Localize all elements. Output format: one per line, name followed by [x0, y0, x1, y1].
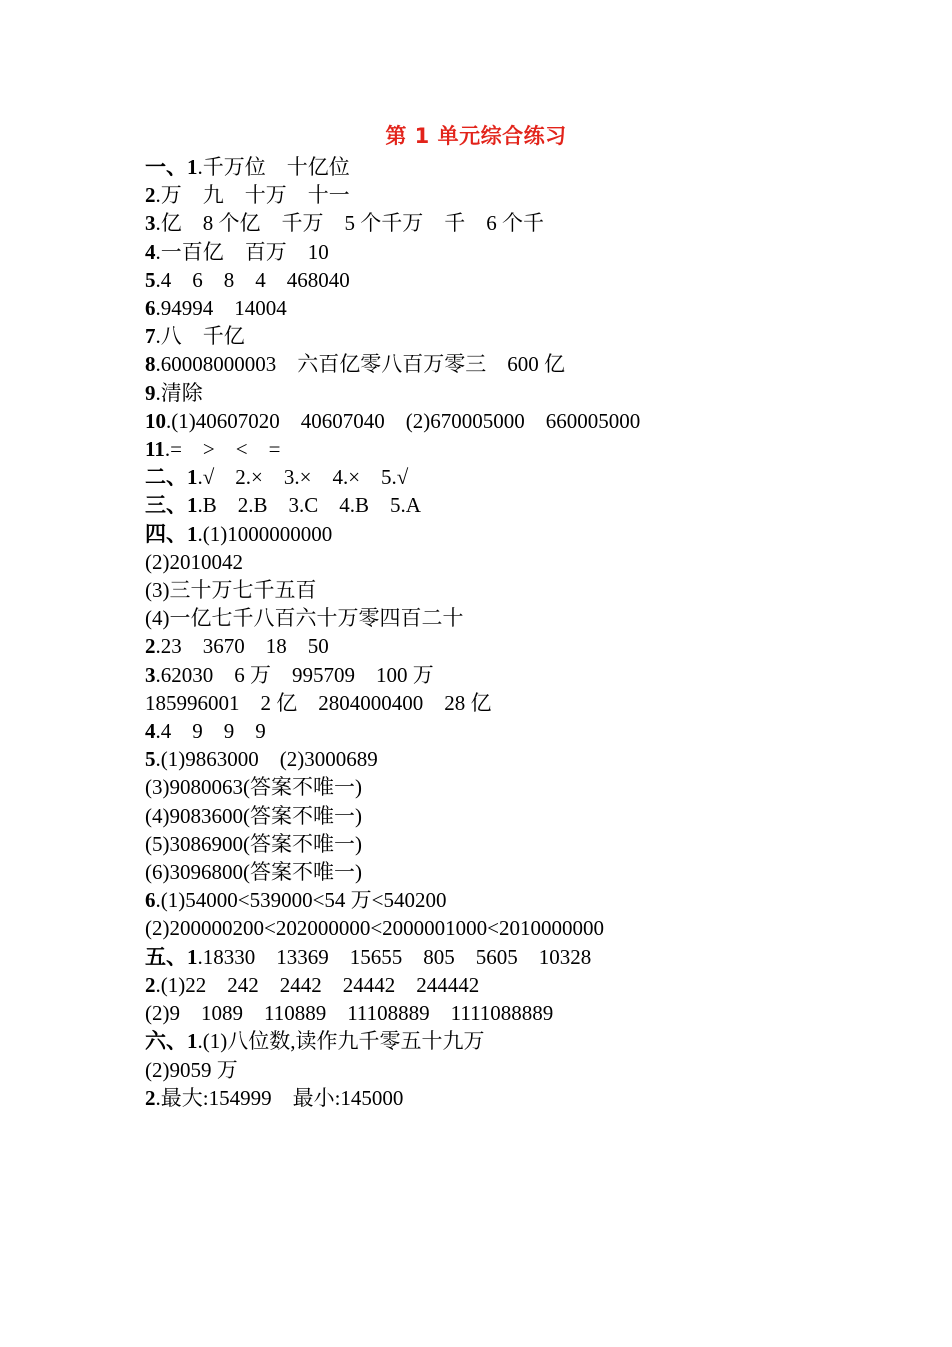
answer-line — [145, 717, 845, 745]
answer-text: .清除 — [155, 380, 203, 405]
answer-line — [145, 802, 845, 830]
answer-line — [145, 407, 845, 435]
question-number: 5 — [145, 747, 156, 772]
question-number: 二、1 — [145, 465, 198, 490]
answer-line — [145, 520, 845, 548]
answer-text: .23 3670 18 50 — [155, 634, 329, 659]
answer-text: (2)9 1089 110889 11108889 1111088889 — [145, 1001, 554, 1026]
question-number: 5 — [145, 267, 156, 292]
question-number: 11 — [145, 437, 165, 462]
answer-text: .(1)54000<539000<54 万<540200 — [155, 888, 447, 913]
question-number: 8 — [145, 352, 156, 377]
answer-text: (6)3096800(答案不唯一) — [145, 860, 362, 885]
question-number: 2 — [145, 634, 156, 659]
question-number: 7 — [145, 324, 156, 349]
answer-text: (2)9059 万 — [145, 1057, 238, 1082]
answer-line — [145, 379, 845, 407]
answer-line — [145, 689, 845, 717]
answer-line — [145, 830, 845, 858]
question-number: 6 — [145, 296, 156, 321]
answer-text: .(1)40607020 40607040 (2)670005000 660005000 — [166, 408, 641, 433]
answer-text: .B 2.B 3.C 4.B 5.A — [197, 493, 421, 518]
answer-text: 185996001 2 亿 2804000400 28 亿 — [145, 690, 492, 715]
question-number: 6 — [145, 888, 156, 913]
answer-text: .4 9 9 9 — [155, 719, 266, 744]
answer-text: .最大:154999 最小:145000 — [155, 1085, 404, 1110]
answer-text: .亿 8 个亿 千万 5 个千万 千 6 个千 — [155, 211, 544, 236]
question-number: 一、1 — [145, 155, 198, 179]
answer-line — [145, 1084, 845, 1112]
answer-text: .60008000003 六百亿零八百万零三 600 亿 — [155, 352, 565, 377]
answer-text: .√ 2.× 3.× 4.× 5.√ — [197, 465, 409, 490]
answer-text: .(1)9863000 (2)3000689 — [155, 747, 378, 772]
answer-text: .4 6 8 4 468040 — [155, 267, 350, 292]
answer-line — [145, 745, 845, 773]
answer-line — [145, 463, 845, 491]
question-number: 2 — [145, 972, 156, 997]
question-number: 3 — [145, 662, 156, 687]
answer-text: (5)3086900(答案不唯一) — [145, 831, 362, 856]
answer-line — [145, 914, 845, 942]
answer-line — [145, 548, 845, 576]
answer-text: (3)三十万七千五百 — [145, 578, 317, 603]
question-number: 六、1 — [145, 1029, 198, 1054]
answer-text: .62030 6 万 995709 100 万 — [155, 662, 434, 687]
page-title: 第 1 单元综合练习 — [385, 124, 567, 148]
answer-text: .= > < = — [164, 437, 281, 462]
answer-line — [145, 238, 845, 266]
answer-line — [145, 209, 845, 237]
answer-text: (2)200000200<202000000<2000001000<2010000000 — [145, 916, 605, 941]
answer-line — [145, 181, 845, 209]
answer-line — [145, 294, 845, 322]
answer-list — [145, 153, 845, 1112]
answer-text: .千万位 十亿位 — [197, 155, 350, 179]
answer-line — [145, 999, 845, 1027]
answer-line — [145, 632, 845, 660]
question-number: 五、1 — [145, 944, 198, 969]
question-number: 三、1 — [145, 493, 198, 518]
answer-text: .万 九 十万 十一 — [155, 183, 350, 208]
answer-line — [145, 943, 845, 971]
answer-text: .18330 13369 15655 805 5605 10328 — [197, 944, 592, 969]
answer-line — [145, 322, 845, 350]
question-number: 2 — [145, 1085, 156, 1110]
question-number: 四、1 — [145, 521, 198, 546]
answer-line — [145, 661, 845, 689]
answer-text: .(1)1000000000 — [197, 521, 333, 546]
answer-line — [145, 153, 845, 181]
question-number: 3 — [145, 211, 156, 236]
question-number: 4 — [145, 719, 156, 744]
answer-text: (3)9080063(答案不唯一) — [145, 775, 362, 800]
answer-text: .一百亿 百万 10 — [155, 239, 329, 264]
answer-line — [145, 1056, 845, 1084]
answer-line — [145, 858, 845, 886]
answer-line — [145, 491, 845, 519]
answer-text: .(1)八位数,读作九千零五十九万 — [197, 1029, 485, 1054]
answer-line — [145, 1027, 845, 1055]
question-number: 10 — [145, 408, 166, 433]
answer-line — [145, 971, 845, 999]
answer-line — [145, 773, 845, 801]
answer-line — [145, 576, 845, 604]
answer-text: .94994 14004 — [155, 296, 287, 321]
answer-text: (2)2010042 — [145, 549, 243, 574]
question-number: 4 — [145, 239, 156, 264]
answer-text: (4)9083600(答案不唯一) — [145, 803, 362, 828]
answer-line — [145, 886, 845, 914]
question-number: 2 — [145, 183, 156, 208]
answer-line — [145, 350, 845, 378]
answer-line — [145, 435, 845, 463]
answer-text: (4)一亿七千八百六十万零四百二十 — [145, 606, 464, 631]
answer-text: .八 千亿 — [155, 324, 245, 349]
question-number: 9 — [145, 380, 156, 405]
answer-line — [145, 266, 845, 294]
answer-text: .(1)22 242 2442 24442 244442 — [155, 972, 480, 997]
answer-line — [145, 604, 845, 632]
